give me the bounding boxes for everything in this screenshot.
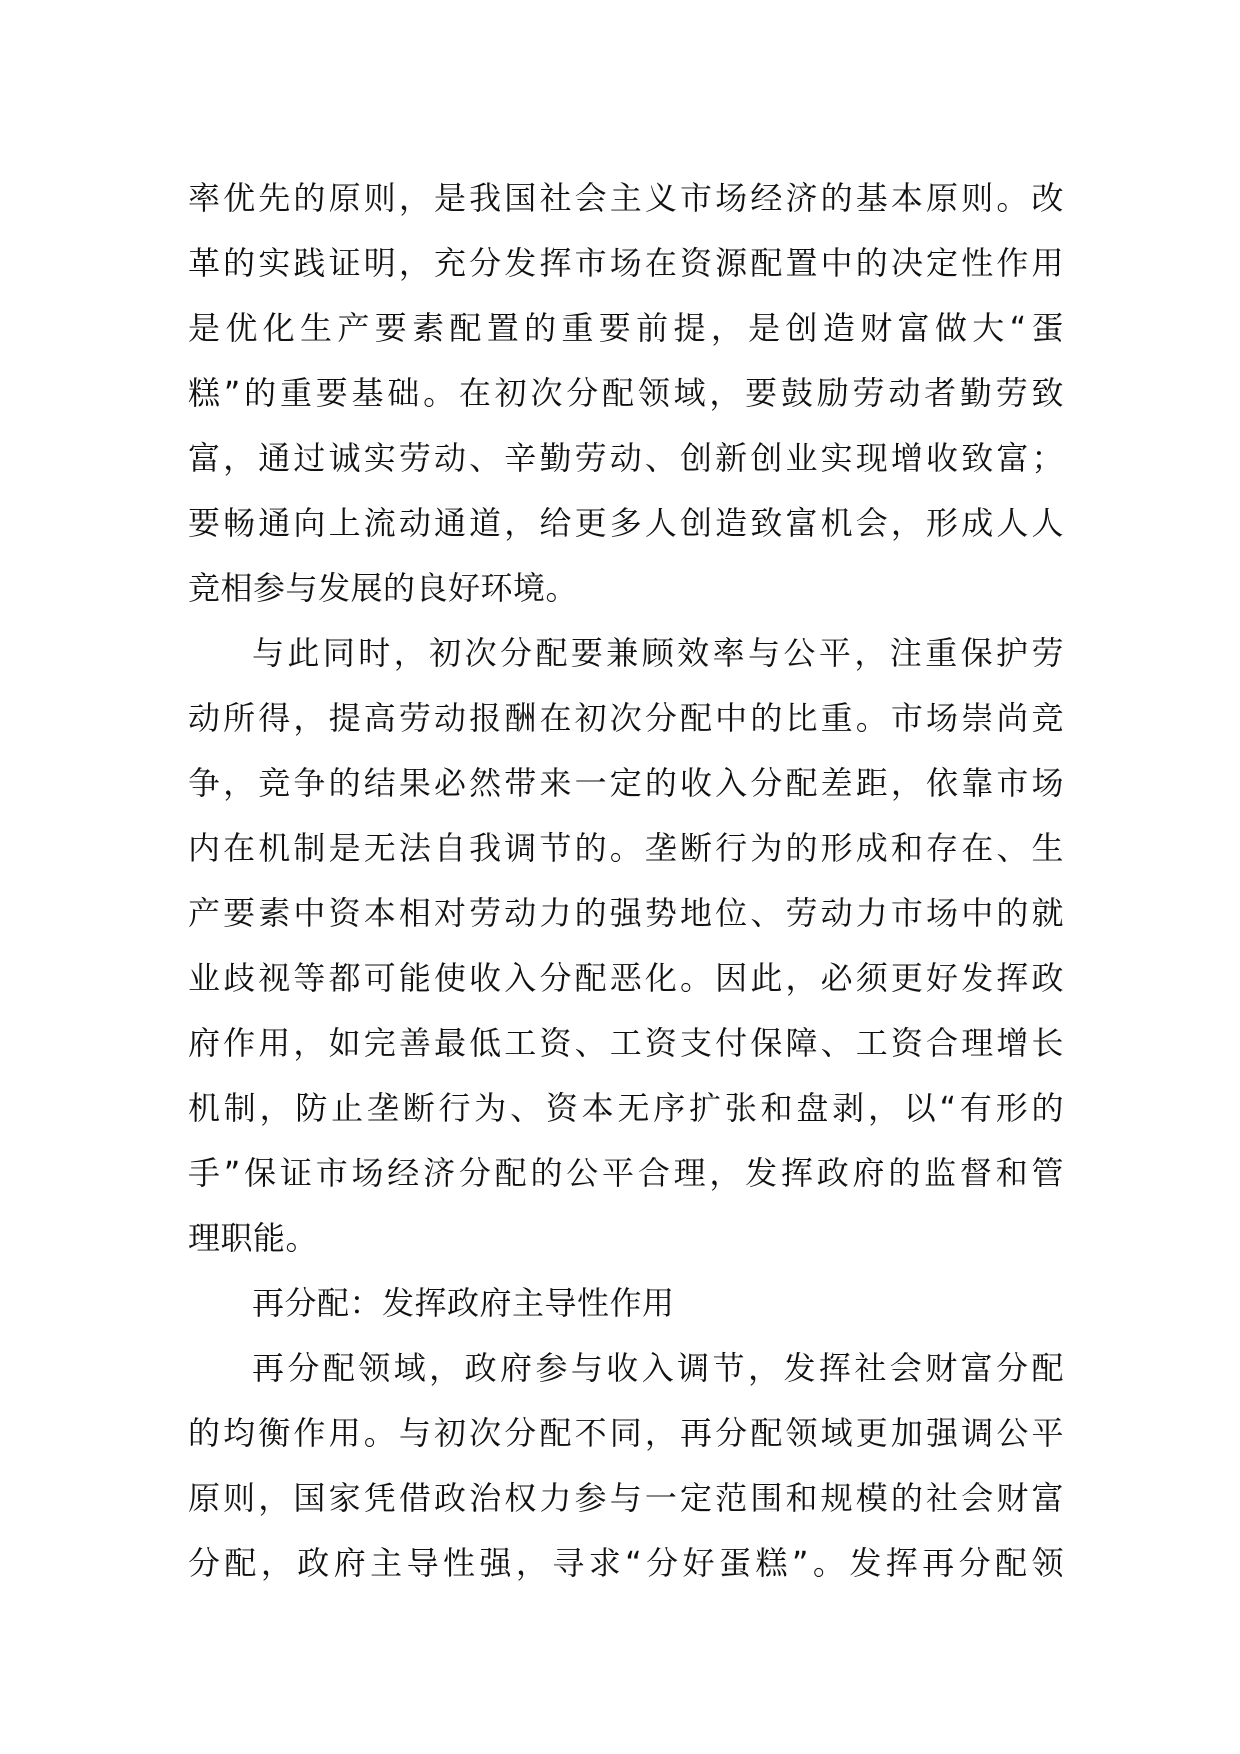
text-line: 糕”的重要基础。在初次分配领域，要鼓励劳动者勤劳致 [188,374,1064,412]
text-line: 动所得，提高劳动报酬在初次分配中的比重。市场崇尚竞 [188,699,1064,737]
paragraph-3 [188,1336,1064,1596]
text-line: 理职能。 [188,1219,319,1257]
text-line: 手”保证市场经济分配的公平合理，发挥政府的监督和管 [188,1154,1064,1192]
text-line: 率优先的原则，是我国社会主义市场经济的基本原则。改 [188,179,1064,217]
text-line: 竞相参与发展的良好环境。 [188,569,579,607]
text-line: 要畅通向上流动通道，给更多人创造致富机会，形成人人 [188,504,1064,542]
text-line: 的均衡作用。与初次分配不同，再分配领域更加强调公平 [188,1414,1064,1452]
text-line: 机制，防止垄断行为、资本无序扩张和盘剥，以“有形的 [188,1089,1064,1127]
document-body [188,166,1064,1596]
text-line: 内在机制是无法自我调节的。垄断行为的形成和存在、生 [188,829,1064,867]
text-line: 争，竞争的结果必然带来一定的收入分配差距，依靠市场 [188,764,1064,802]
text-line: 府作用，如完善最低工资、工资支付保障、工资合理增长 [188,1024,1064,1062]
text-line: 业歧视等都可能使收入分配恶化。因此，必须更好发挥政 [188,959,1064,997]
text-line: 分配，政府主导性强，寻求“分好蛋糕”。发挥再分配领 [188,1544,1064,1582]
paragraph-1 [188,166,1064,621]
text-line: 是优化生产要素配置的重要前提，是创造财富做大“蛋 [188,309,1064,347]
text-line: 产要素中资本相对劳动力的强势地位、劳动力市场中的就 [188,894,1064,932]
text-line: 革的实践证明，充分发挥市场在资源配置中的决定性作用 [188,244,1064,282]
text-line: 原则，国家凭借政治权力参与一定范围和规模的社会财富 [188,1479,1064,1517]
section-heading [188,1271,1064,1336]
text-line: 富，通过诚实劳动、辛勤劳动、创新创业实现增收致富； [188,439,1064,477]
paragraph-2 [188,621,1064,1271]
heading-line: 再分配：发挥政府主导性作用 [252,1284,675,1322]
text-line: 与此同时，初次分配要兼顾效率与公平，注重保护劳 [252,634,1064,672]
text-line: 再分配领域，政府参与收入调节，发挥社会财富分配 [252,1349,1064,1387]
